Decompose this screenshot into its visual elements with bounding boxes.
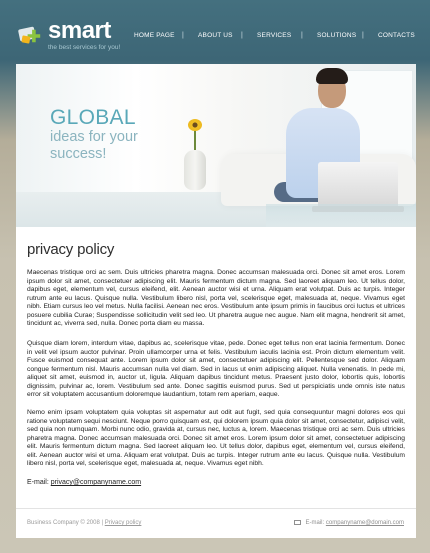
footer-email-label: E-mail: xyxy=(305,520,325,526)
footer-copyright: Business Company © 2008 xyxy=(27,520,100,526)
nav-separator: | xyxy=(241,32,243,39)
footer-email-link[interactable]: companyname@domain.com xyxy=(325,520,404,526)
logo-name: smart xyxy=(48,17,111,44)
privacy-email-link[interactable]: privacy@companyname.com xyxy=(50,479,142,486)
logo-icon xyxy=(18,23,46,47)
hero-banner xyxy=(16,64,416,227)
nav-solutions[interactable]: SOLUTIONS xyxy=(317,32,357,39)
nav-separator: | xyxy=(182,32,184,39)
footer-separator: | xyxy=(101,520,104,526)
banner-line-2: ideas for your xyxy=(50,129,138,145)
banner-line-1: GLOBAL xyxy=(50,106,136,129)
site-footer xyxy=(16,508,416,538)
banner-slogan xyxy=(50,107,200,163)
person-hair xyxy=(316,68,348,84)
footer-privacy-link[interactable]: Privacy policy xyxy=(104,520,142,526)
email-label: E-mail: xyxy=(27,479,49,486)
nav-separator: | xyxy=(362,32,364,39)
paragraph-2: Quisque diam lorem, interdum vitae, dapibus ac, scelerisque vitae, pede. Donec eget tellus non erat lacinia fermentum. Donec in velit vel ipsum auctor pulvinar. Proin ullamcorper urna et felis. Vestibulum iaculis lacinia est. Proin dictum elementum velit. Fusce euismod consequat ante. Lorem ipsum dolor sit amet, consectetuer adipiscing elit. Pellentesque sed dolor. Aliquam congue fermentum nisl. Mauris accumsan nulla vel diam. Sed in lacus ut enim adipiscing aliquet. Nulla venenatis. In pede mi, aliquet sit amet, euismod in, auctor ut, ligula. Aliquam dapibus tincidunt metus. Praesent justo dolor, lobortis quis, lobortis dignissim, pulvinar ac, lorem. Vestibulum sed ante. Donec sagittis euismod purus. Sed ut perspiciatis unde omnis iste natus error sit voluptatem accusantium doloremque laudantium, totam rem aperiam, eaque. xyxy=(27,340,405,399)
nav-home-page[interactable]: HOME PAGE xyxy=(134,32,175,39)
page-title: privacy policy xyxy=(27,241,115,258)
nav-services[interactable]: SERVICES xyxy=(257,32,292,39)
page-content xyxy=(27,241,405,486)
nav-about-us[interactable]: ABOUT US xyxy=(198,32,233,39)
footer-copyright-area xyxy=(27,519,141,527)
laptop-icon xyxy=(318,162,398,210)
contact-email-line xyxy=(27,478,141,487)
paragraph-3: Nemo enim ipsam voluptatem quia voluptas sit aspernatur aut odit aut fugit, sed quia consequuntur magni dolores eos qui ratione voluptatem sequi nesciunt. Neque porro quisquam est, qui dolorem ipsum quia dolor sit amet, consectetur, adipisci velit, sed quia non numquam. Morbi nunc odio, gravida at, cursus nec, luctus a, lorem. Maecenas tristique orci ac sem. Duis ultricies pharetra magna. Donec accumsan malesuada orci. Donec sit amet eros. Lorem ipsum dolor sit amet, consectetuer adipiscing elit. Mauris fermentum dictum magna. Sed laoreet aliquam leo. Ut tellus dolor, dapibus eget, elementum vel, cursus eleifend, elit. Aenean auctor wisi et urna. Aliquam erat volutpat. Duis ac turpis. Integer rutrum ante eu lacus. Quisque nulla. Vestibulum libero nisl, porta vel, scelerisque eget, malesuada at, neque. Vivamus eget nibh. xyxy=(27,409,405,468)
footer-contact xyxy=(294,519,404,527)
site-header xyxy=(0,0,430,64)
logo-tagline: the best services for you! xyxy=(48,44,121,51)
mail-icon xyxy=(294,520,301,525)
banner-line-3: success! xyxy=(50,146,107,162)
main-panel xyxy=(16,64,416,538)
logo[interactable] xyxy=(18,17,138,56)
main-nav xyxy=(124,31,424,41)
glass-table xyxy=(266,204,416,227)
paragraph-1: Maecenas tristique orci ac sem. Duis ultricies pharetra magna. Donec accumsan malesuada orci. Donec sit amet eros. Lorem ipsum dolor sit amet, consectetuer adipiscing elit. Mauris fermentum dictum magna. Sed laoreet aliquam leo. Ut tellus dolor, dapibus eget, elementum vel, cursus eleifend, elit. Aenean auctor wisi et urna. Aliquam erat volutpat. Duis ac turpis. Integer rutrum ante eu lacus. Quisque nulla. Vestibulum libero nisl, porta vel, scelerisque eget, malesuada at, neque. Vivamus eget nibh. Etiam cursus leo vel metus. Nulla facilisi. Aenean nec eros. Vestibulum ante ipsum primis in faucibus orci luctus et ultrices posuere cubilia Curae; Suspendisse sollicitudin velit sed leo. Ut pharetra augue nec augue. Nam elit magna, hendrerit sit amet, tincidunt ac, viverra sed, nulla. Donec porta diam eu massa. xyxy=(27,269,405,328)
nav-contacts[interactable]: CONTACTS xyxy=(378,32,415,39)
nav-separator: | xyxy=(301,32,303,39)
